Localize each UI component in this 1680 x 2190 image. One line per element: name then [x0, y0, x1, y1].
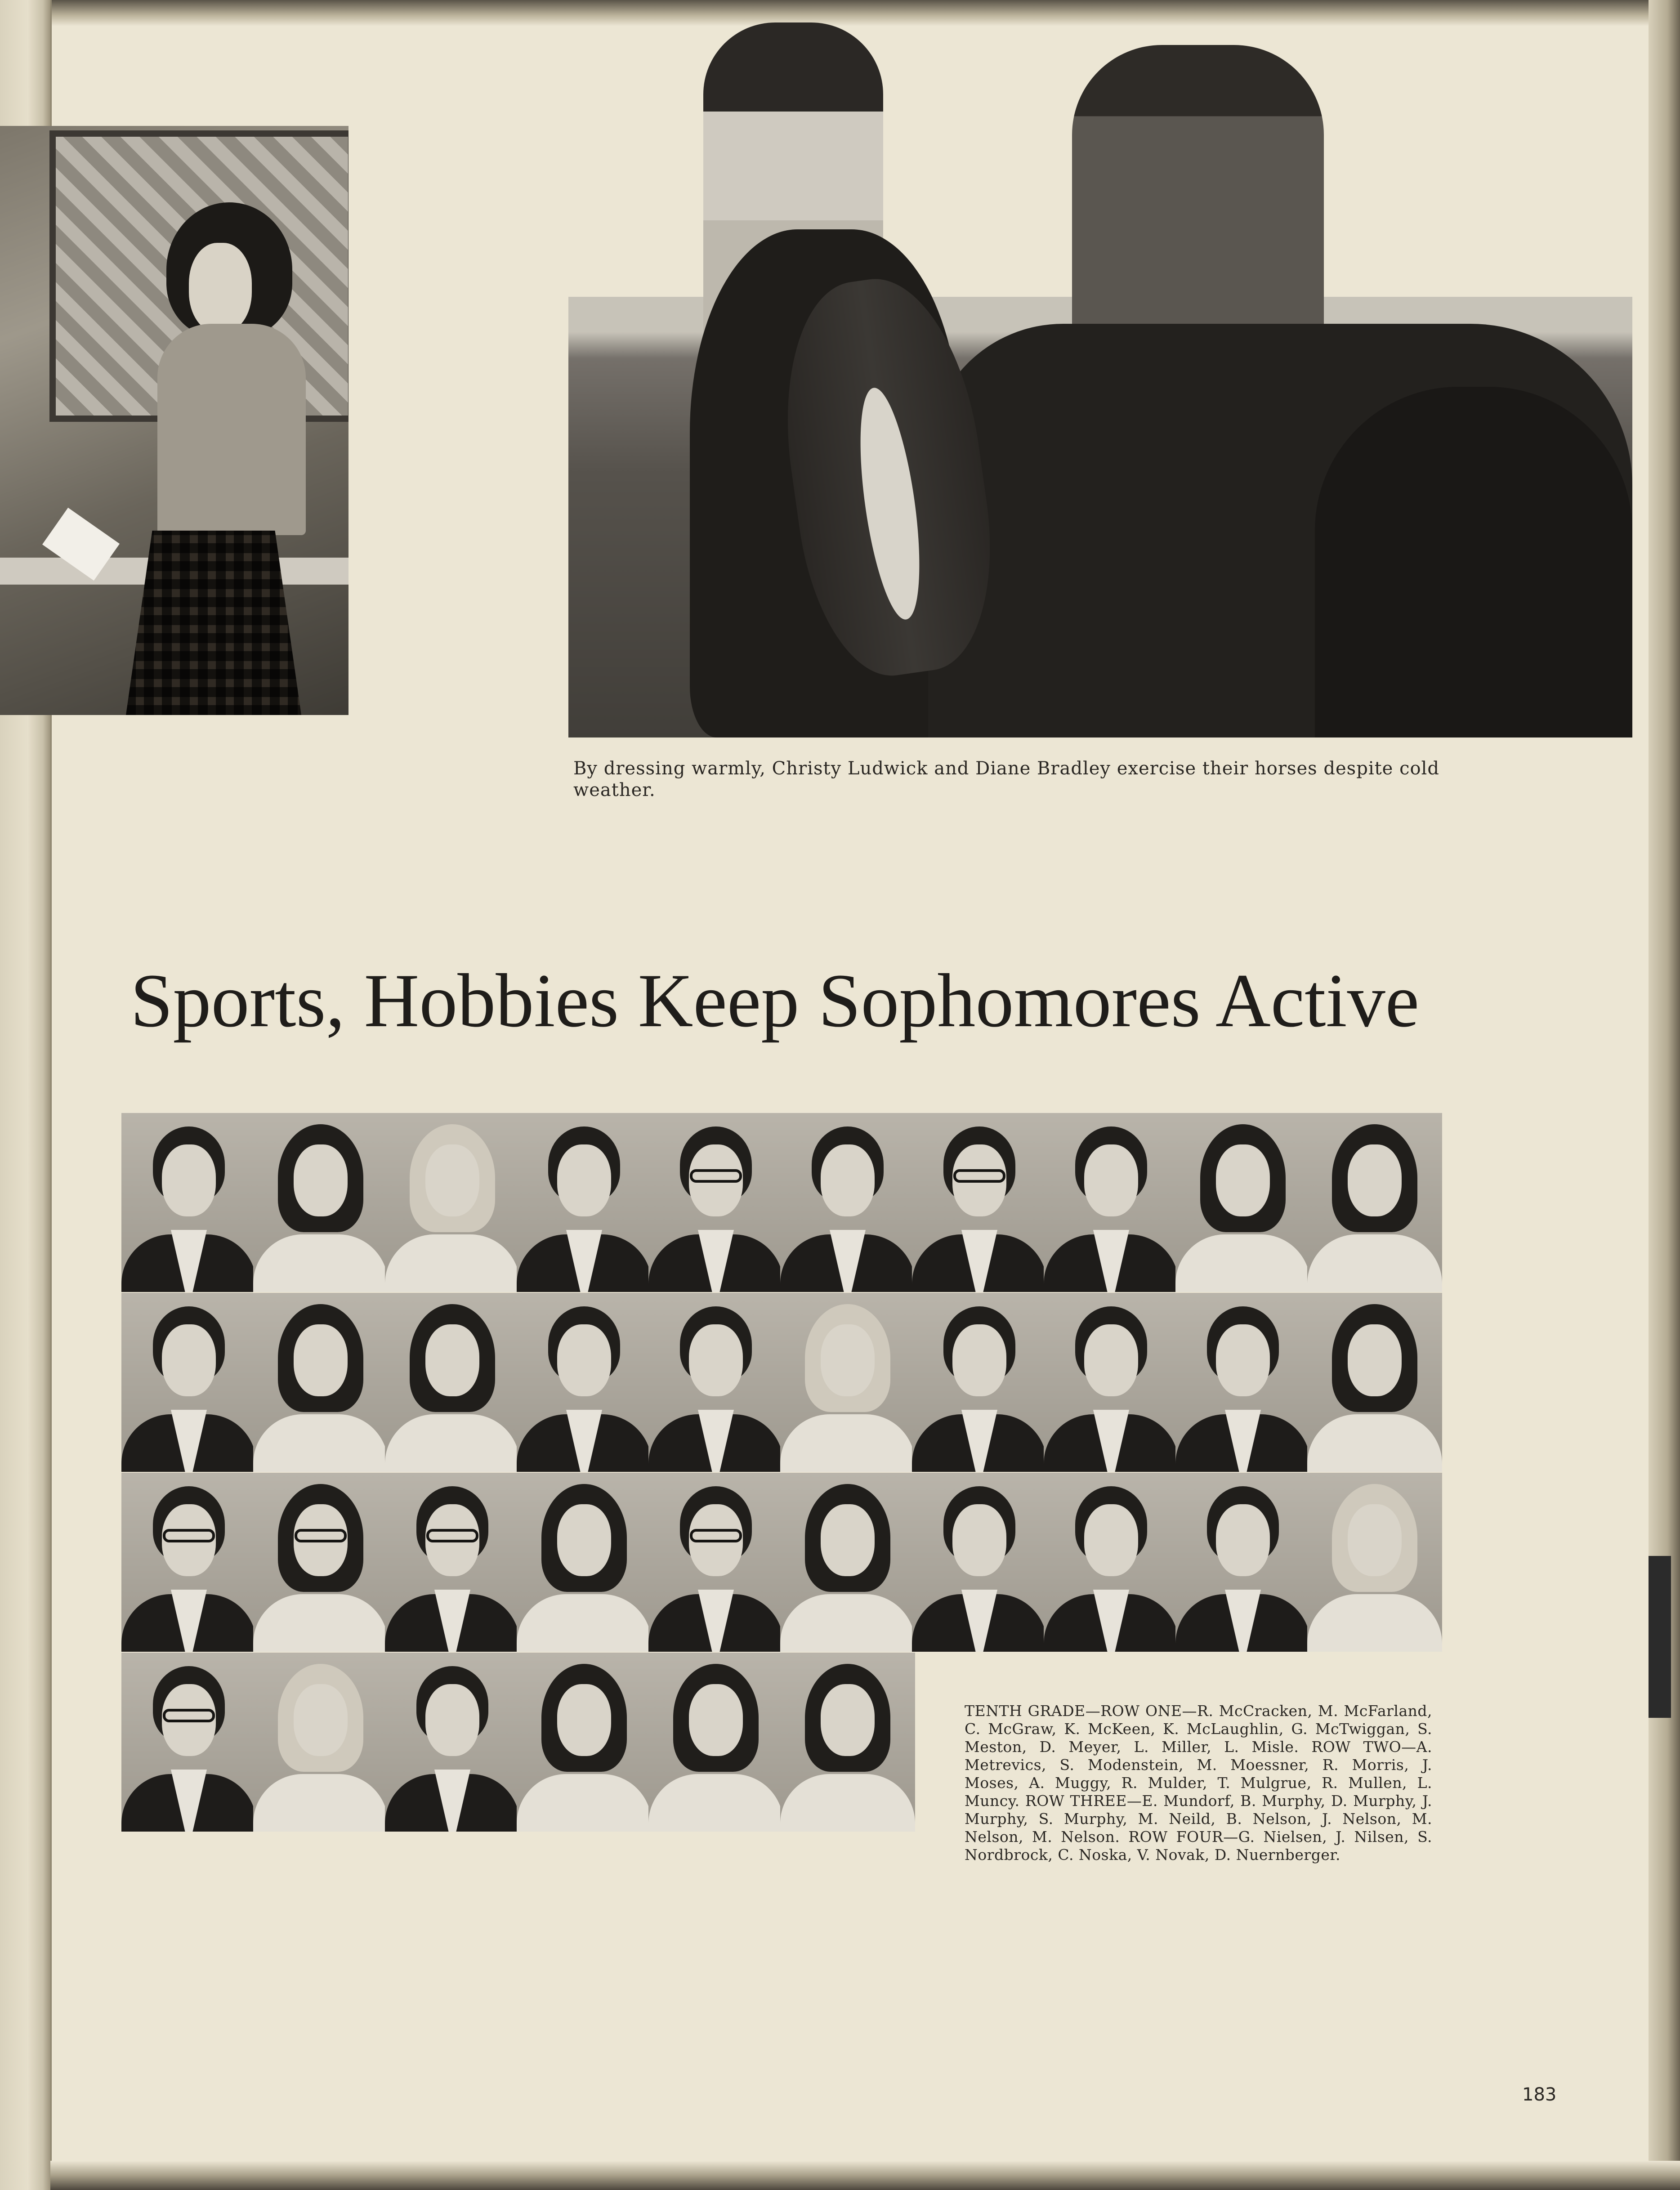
eyeglasses-icon — [163, 1529, 215, 1542]
student-portrait — [648, 1113, 783, 1292]
student-portrait — [780, 1293, 915, 1472]
eyeglasses-icon — [163, 1709, 215, 1722]
student-portrait — [385, 1653, 520, 1832]
student-portrait — [1175, 1473, 1310, 1652]
student-portrait — [912, 1473, 1047, 1652]
page-headline: Sports, Hobbies Keep Sophomores Active — [130, 958, 1420, 1043]
student-portrait — [912, 1113, 1047, 1292]
student-portrait — [1175, 1113, 1310, 1292]
student-portrait — [253, 1653, 388, 1832]
eyeglasses-icon — [426, 1529, 478, 1542]
student-portrait — [912, 1293, 1047, 1472]
page-right-edge — [1649, 0, 1680, 2190]
student-portrait — [517, 1293, 652, 1472]
student-portrait — [1175, 1293, 1310, 1472]
student-portrait — [780, 1653, 915, 1832]
eyeglasses-icon — [953, 1169, 1005, 1183]
student-portrait — [385, 1113, 520, 1292]
student-portrait — [517, 1473, 652, 1652]
student-portrait — [1044, 1293, 1179, 1472]
photo-girl-reading-paper — [0, 126, 349, 715]
student-portrait — [517, 1113, 652, 1292]
student-portrait — [253, 1113, 388, 1292]
student-portrait — [121, 1293, 256, 1472]
student-portrait — [121, 1113, 256, 1292]
eyeglasses-icon — [690, 1169, 742, 1183]
student-portrait — [121, 1473, 256, 1652]
top-binding-edge — [50, 0, 1671, 26]
student-portrait — [648, 1653, 783, 1832]
portrait-names-caption: TENTH GRADE—ROW ONE—R. McCracken, M. McFarland, C. McGraw, K. McKeen, K. McLaughlin, G. McTwiggan, S. Meston, D. Meyer, L. Miller, L. Misle. ROW TWO—A. Metrevics, S. Modenstein, M. Moessner, R. Morris, J. Moses, A. Muggy, R. Mulder, T. Mulgrue, R. Mullen, L. Muncy. ROW THREE—E. Mundorf, B. Murphy, D. Murphy, J. Murphy, S. Murphy, M. Neild, B. Nelson, J. Nelson, M. Nelson, M. Nelson. ROW FOUR—G. Nielsen, J. Nilsen, S. Nordbrock, C. Noska, V. Novak, D. Nuernberger. — [965, 1702, 1432, 1864]
student-portrait — [780, 1113, 915, 1292]
eyeglasses-icon — [295, 1529, 347, 1542]
student-portrait — [1307, 1293, 1442, 1472]
bottom-binding-edge — [50, 2161, 1680, 2190]
student-portrait — [385, 1473, 520, 1652]
student-portrait — [121, 1653, 256, 1832]
student-portrait — [517, 1653, 652, 1832]
student-portrait — [1044, 1473, 1179, 1652]
student-portrait — [253, 1293, 388, 1472]
photo-girls-riding-horses — [568, 297, 1632, 737]
student-portrait — [648, 1473, 783, 1652]
student-portrait — [1307, 1473, 1442, 1652]
student-portrait — [780, 1473, 915, 1652]
student-portrait — [1044, 1113, 1179, 1292]
eyeglasses-icon — [690, 1529, 742, 1542]
student-portrait — [385, 1293, 520, 1472]
page-number: 183 — [1522, 2084, 1557, 2105]
student-portrait — [648, 1293, 783, 1472]
photo-caption: By dressing warmly, Christy Ludwick and Diane Bradley exercise their horses despite cold weather. — [573, 758, 1439, 800]
student-portrait — [253, 1473, 388, 1652]
student-portrait — [1307, 1113, 1442, 1292]
